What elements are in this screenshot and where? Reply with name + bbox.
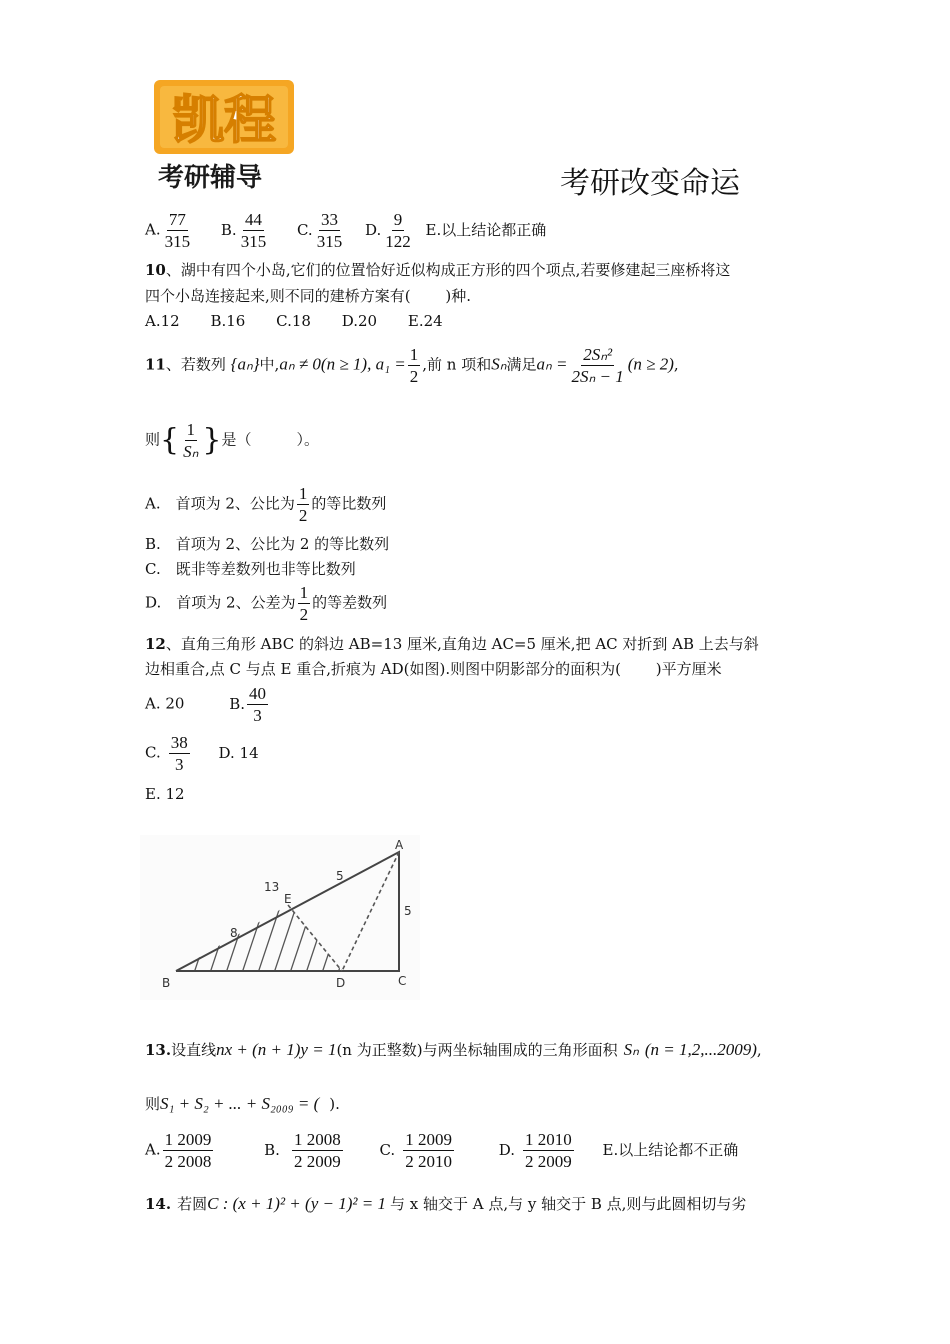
q11-number: 11 [145,355,166,374]
q11-end: , [673,355,679,374]
q12-text-1: 、直角三角形 ABC 的斜边 AB=13 厘米,直角边 AC=5 厘米,把 AC 对折到 AB 上去与斜 [165,635,759,653]
q13-option-d-frac [523,1130,574,1171]
q11-opt-d-pre: D. 首项为 2、公差为 [145,593,296,612]
q11-tail: 是（ ）。 [221,430,319,449]
q13-number: 13. [145,1041,172,1059]
q12-options-cd [145,733,259,774]
logo-graphic [152,72,302,197]
label-13: 13 [264,880,280,894]
q14-post: 与 x 轴交于 A 点,与 y 轴交于 B 点,则与此圆相切与劣 [389,1195,747,1213]
frac-den: 315 [240,232,267,251]
frac-num: 2Sₙ² [583,345,613,364]
frac-den: 2 2008 [164,1152,212,1171]
q14-number: 14. [145,1195,172,1213]
frac-num: 1 [298,484,308,503]
q11-mid2: ,前 n 项和 [422,355,492,374]
q11-line1 [145,345,679,386]
label-e: E [284,892,292,906]
q11-option-d [145,583,387,624]
q13-equation: nx + (n + 1)y = 1 [216,1040,337,1059]
slogan: 考研改变命运 [560,166,740,201]
q10-option-e: E.24 [407,312,443,330]
q11-opt-d-post: 的等差数列 [312,593,388,612]
q13-sn: Sₙ [623,1040,639,1059]
q14-equation: C : (x + 1)² + (y − 1)² = 1 [207,1194,386,1213]
q9-option-c-label: C. [296,220,313,239]
q14-pre: 若圆 [177,1195,208,1213]
q14-line1 [145,1194,746,1214]
frac-den: 2 2010 [405,1152,452,1171]
frac-den: 2 2009 [524,1152,572,1171]
label-8: 8 [230,926,238,940]
q13-line1 [145,1040,762,1060]
frac-den: 2 2009 [293,1152,341,1171]
label-5-side: 5 [404,904,412,918]
q13-line2 [145,1094,340,1114]
q11-opt-a-post: 的等比数列 [311,494,387,513]
q12-option-b-frac [247,684,268,725]
q11-cond1: aₙ ≠ 0(n ≥ 1) [279,354,368,374]
frac-num: 1 2010 [524,1130,572,1149]
frac-num: 44 [244,210,262,229]
q9-option-e: E.以上结论都正确 [425,220,547,239]
frac-num: 1 [186,420,195,439]
q11-mid3: 满足 [506,355,537,374]
q13-option-a-frac [163,1130,214,1171]
frac-num: 77 [168,210,186,229]
q11-intro: 、若数列 [165,355,226,374]
frac-den: 2 [409,367,419,386]
q9-option-a-frac [163,210,193,251]
q11-cond2: (n ≥ 2) [627,354,674,374]
q10-line1 [145,260,730,280]
frac-num: 38 [170,733,188,752]
q13-option-c-frac [403,1130,454,1171]
frac-den: Sₙ [183,442,199,461]
q11-seq: {aₙ} [230,354,260,374]
label-a: A [395,838,404,852]
frac-den: 315 [316,232,343,251]
kaicheng-logo [152,72,302,197]
q11-line2 [145,420,319,461]
logo-text: 凯程 [171,91,277,151]
q11-opt-a-pre: A. 首项为 2、公比为 [145,494,295,513]
q11-opt-a-frac [297,484,310,525]
q13-option-a-label: A. [145,1140,161,1159]
q13-option-e: E.以上结论都不正确 [602,1140,739,1159]
q13-option-b-label: B. [264,1140,280,1159]
q11-recurrence-frac [570,345,626,386]
frac-den: 122 [385,232,411,251]
q12-options-ab [145,684,270,725]
q10-line2: 四个小岛连接起来,则不同的建桥方案有( )种. [145,287,472,305]
q12-option-e: E. 12 [145,785,185,803]
frac-den: 3 [253,706,262,725]
q9-option-b-frac [239,210,269,251]
frac-den: 2 [298,506,308,525]
q10-options [145,311,469,331]
q12-option-c-frac [169,733,190,774]
frac-num: 1 2009 [405,1130,452,1149]
q13-sum: S₁ + S₂ + ... + S₂₀₀₉ = ( [160,1094,320,1113]
q10-option-c: C.18 [276,312,311,330]
brace-right: } [202,422,222,458]
q13-pre: 设直线 [171,1041,217,1059]
frac-num: 1 2009 [164,1130,212,1149]
label-d: D [336,976,346,990]
q13-option-c-label: C. [379,1140,396,1159]
q13-sum-end: ). [329,1095,340,1113]
q12-option-b-label: B. [229,694,246,713]
q9-option-c-frac [315,210,345,251]
q12-option-a: A. 20 [145,694,185,713]
frac-num: 1 [409,345,419,364]
frac-num: 1 [299,583,309,602]
frac-num: 9 [393,210,403,229]
frac-num: 33 [320,210,338,229]
q9-options [145,210,546,251]
q10-option-a: A.12 [145,312,180,330]
q11-half-frac [408,345,421,386]
brace-left: { [160,422,180,458]
q12-line2: 边相重合,点 C 与点 E 重合,折痕为 AD(如图).则图中阴影部分的面积为( )平方厘米 [145,660,722,678]
frac-den: 315 [164,232,191,251]
q11-opt-d-frac [298,583,311,624]
q10-option-d: D.20 [341,312,378,330]
q10-number: 10 [145,261,166,279]
q12-line1 [145,634,759,654]
q11-option-b: B. 首项为 2、公比为 2 的等比数列 [145,535,390,553]
q13-then: 则 [145,1095,161,1113]
q11-an-eq: aₙ = [536,354,568,374]
q13-options [145,1130,738,1171]
frac-num: 40 [249,684,267,703]
q10-text-1: 、湖中有四个小岛,它们的位置恰好近似构成正方形的四个项点,若要修建起三座桥将这 [165,261,731,279]
q11-then: 则 [145,430,161,449]
q12-number: 12 [145,635,166,653]
q11-inverse-frac [181,420,200,461]
label-5-top: 5 [336,869,344,883]
q9-option-a-label: A. [145,220,161,239]
logo-subtitle: 考研辅导 [158,163,263,193]
q10-option-b: B.16 [210,312,246,330]
q9-option-d-label: D. [364,220,382,239]
q12-option-d: D. 14 [218,743,259,762]
frac-den: 2 [299,605,309,624]
q9-option-b-label: B. [220,220,237,239]
frac-den: 2Sₙ − 1 [571,367,624,386]
label-c: C [398,974,407,988]
q13-end: , [756,1041,762,1059]
q9-option-d-frac [383,210,413,251]
frac-num: 1 2008 [293,1130,341,1149]
q12-triangle-figure [140,835,420,1000]
q11-a1: , a₁ = [367,354,406,374]
label-b: B [162,976,171,990]
q13-range: (n = 1,2,...2009) [644,1040,757,1059]
frac-den: 3 [174,755,184,774]
q11-sn: Sₙ [491,354,507,374]
q12-option-c-label: C. [145,743,161,762]
figure-background [140,835,420,1000]
q11-option-c: C. 既非等差数列也非等比数列 [145,560,356,578]
q13-option-b-frac [292,1130,343,1171]
q11-option-a [145,484,386,525]
q13-option-d-label: D. [498,1140,515,1159]
q13-mid: (n 为正整数)与两坐标轴围成的三角形面积 [336,1041,618,1059]
q11-mid1: 中, [259,355,280,374]
